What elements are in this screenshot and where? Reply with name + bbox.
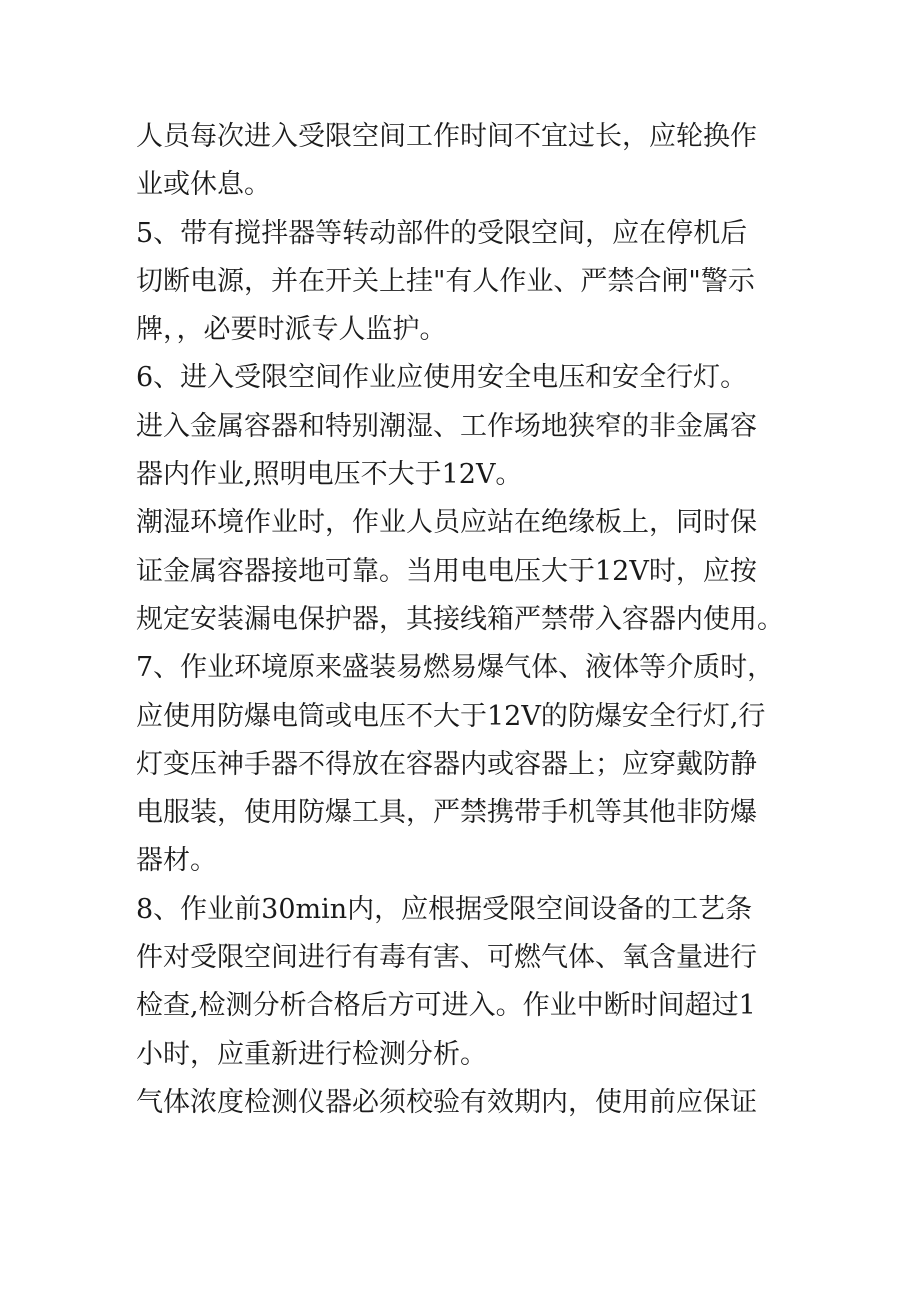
text-line: 5、带有搅拌器等转动部件的受限空间，应在停机后 [136, 217, 748, 249]
text-line: 切断电源，并在开关上挂"有人作业、严禁合闸"警示 [136, 265, 755, 297]
text-line: 灯变压神手器不得放在容器内或容器上；应穿戴防静 [136, 748, 757, 780]
text-line: 牌，，必要时派专人监护。 [136, 314, 447, 346]
body-text [136, 113, 796, 1127]
text-line: 小时，应重新进行检测分析。 [136, 1038, 487, 1070]
text-line: 6、进入受限空间作业应使用安全电压和安全行灯。 [136, 362, 748, 394]
text-line: 潮湿环境作业时，作业人员应站在绝缘板上，同时保 [136, 507, 757, 539]
text-line: 检查,检测分析合格后方可进入。作业中断时间超过1 [136, 990, 756, 1022]
text-line: 业或休息。 [136, 169, 271, 201]
text-line: 7、作业环境原来盛装易燃易爆气体、液体等介质时， [136, 652, 775, 684]
text-line: 规定安装漏电保护器，其接线箱严禁带入容器内使用。 [136, 603, 784, 635]
text-line: 件对受限空间进行有毒有害、可燃气体、氧含量进行 [136, 942, 757, 974]
text-line: 人员每次进入受限空间工作时间不宜过长，应轮换作 [136, 121, 757, 152]
text-line: 电服装，使用防爆工具，严禁携带手机等其他非防爆 [136, 797, 757, 829]
text-line: 气体浓度检测仪器必须校验有效期内，使用前应保证 [136, 1086, 757, 1118]
text-line: 应使用防爆电筒或电压不大于12V的防爆安全行灯,行 [136, 700, 766, 732]
text-line: 器内作业,照明电压不大于12V。 [136, 459, 523, 491]
text-line: 进入金属容器和特别潮湿、工作场地狭窄的非金属容 [136, 410, 757, 442]
text-line: 证金属容器接地可靠。当用电电压大于12V时，应按 [136, 555, 757, 587]
text-line: 8、作业前30min内，应根据受限空间设备的工艺条 [136, 893, 753, 925]
text-line: 器材。 [136, 845, 217, 877]
